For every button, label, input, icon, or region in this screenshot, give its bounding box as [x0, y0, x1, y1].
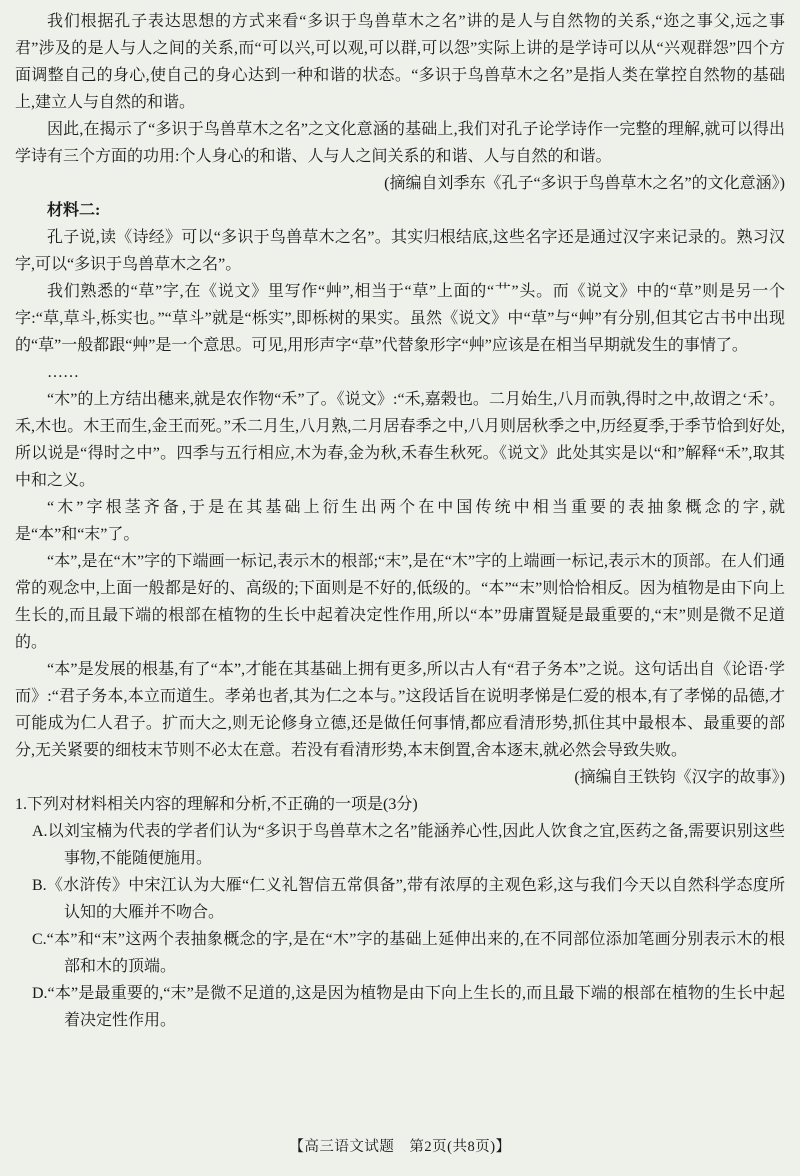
- material2-paragraph-2: 我们熟悉的“草”字,在《说文》里写作“艸”,相当于“草”上面的“艹”头。而《说文》中的“草”则是另一个字:“草,草斗,栎实也。”“草斗”就是“栎实”,即栎树的果实。虽然《说文》中“草”与“艸”有分别,但其它古书中出现的“草”一般都跟“艸”是一个意思。可见,用形声字“草”代替象形字“艸”应该是在相当早期就发生的事情了。: [15, 283, 785, 354]
- material2-paragraph-3: “木”的上方结出穗来,就是农作物“禾”了。《说文》:“禾,嘉榖也。二月始生,八月而孰,得时之中,故谓之‘禾’。禾,木也。木王而生,金王而死。”禾二月生,八月熟,二月居春季之中,八月则居秋季之中,历经夏季,于季节恰到好处,所以说是“得时之中”。四季与五行相应,木为春,金为秋,禾春生秋死。《说文》此处其实是以“和”解释“禾”,取其中和之义。: [15, 391, 785, 489]
- material2-paragraph-1: 孔子说,读《诗经》可以“多识于鸟兽草木之名”。其实归根结底,这些名字还是通过汉字来记录的。熟习汉字,可以“多识于鸟兽草木之名”。: [15, 229, 785, 273]
- material2-paragraph-5: “本”,是在“木”字的下端画一标记,表示木的根部;“末”,是在“木”字的上端画一标记,表示木的顶部。在人们通常的观念中,上面一般都是好的、高级的;下面则是不好的,低级的。“本”“末”则恰恰相反。因为植物是由下向上生长的,而且最下端的根部在植物的生长中起着决定性作用,所以“本”毋庸置疑是最重要的,“末”则是微不足道的。: [15, 553, 785, 651]
- question1-option-a: A.以刘宝楠为代表的学者们认为“多识于鸟兽草木之名”能涵养心性,因此人饮食之宜,医药之备,需要识别这些事物,不能随便施用。: [32, 823, 785, 867]
- question1-option-c: C.“本”和“末”这两个表抽象概念的字,是在“木”字的基础上延伸出来的,在不同部位添加笔画分别表示木的根部和木的顶端。: [32, 931, 785, 975]
- material2-heading: 材料二:: [47, 202, 101, 219]
- material-2-section: [15, 197, 785, 791]
- question1-stem: 1.下列对材料相关内容的理解和分析,不正确的一项是(3分): [15, 796, 418, 813]
- material1-paragraph-1: 我们根据孔子表达思想的方式来看“多识于鸟兽草木之名”讲的是人与自然物的关系,“迩之事父,远之事君”涉及的是人与人之间的关系,而“可以兴,可以观,可以群,可以怨”实际上讲的是学诗可以从“兴观群怨”四个方面调整自己的身心,使自己的身心达到一种和谐的状态。“多识于鸟兽草木之名”是指人类在掌控自然物的基础上,建立人与自然的和谐。: [15, 13, 785, 111]
- material1-source-attribution: (摘编自刘季东《孔子“多识于鸟兽草木之名”的文化意涵》): [384, 175, 785, 192]
- material2-paragraph-6: “本”是发展的根基,有了“本”,才能在其基础上拥有更多,所以古人有“君子务本”之说。这句话出自《论语·学而》:“君子务本,本立而道生。孝弟也者,其为仁之本与。”这段话旨在说明孝悌是仁爱的根本,有了孝悌的品德,才可能成为仁人君子。扩而大之,则无论修身立德,还是做任何事情,都应看清形势,抓住其中最根本、最重要的部分,无关紧要的细枝末节则不必太在意。若没有看清形势,本末倒置,舍本逐末,就必然会导致失败。: [15, 661, 785, 759]
- material2-ellipsis-paragraph: ……: [47, 364, 79, 381]
- question1-option-d: D.“本”是最重要的,“末”是微不足道的,这是因为植物是由下向上生长的,而且最下端的根部在植物的生长中起着决定性作用。: [32, 985, 785, 1029]
- material2-source-attribution: (摘编自王铁钧《汉字的故事》): [574, 769, 785, 786]
- page-footer: 【高三语文试题 第2页(共8页)】: [289, 1139, 511, 1155]
- material1-paragraph-2: 因此,在揭示了“多识于鸟兽草木之名”之文化意涵的基础上,我们对孔子论学诗作一完整的理解,就可以得出学诗有三个方面的功用:个人身心的和谐、人与人之间关系的和谐、人与自然的和谐。: [15, 121, 785, 165]
- question1-option-b: B.《水浒传》中宋江认为大雁“仁义礼智信五常俱备”,带有浓厚的主观色彩,这与我们今天以自然科学态度所认知的大雁并不吻合。: [32, 877, 785, 921]
- material-1-section: [15, 8, 785, 197]
- question-1-section: [15, 791, 785, 1034]
- material2-paragraph-4: “木”字根茎齐备,于是在其基础上衍生出两个在中国传统中相当重要的表抽象概念的字,就是“本”和“末”了。: [15, 499, 785, 543]
